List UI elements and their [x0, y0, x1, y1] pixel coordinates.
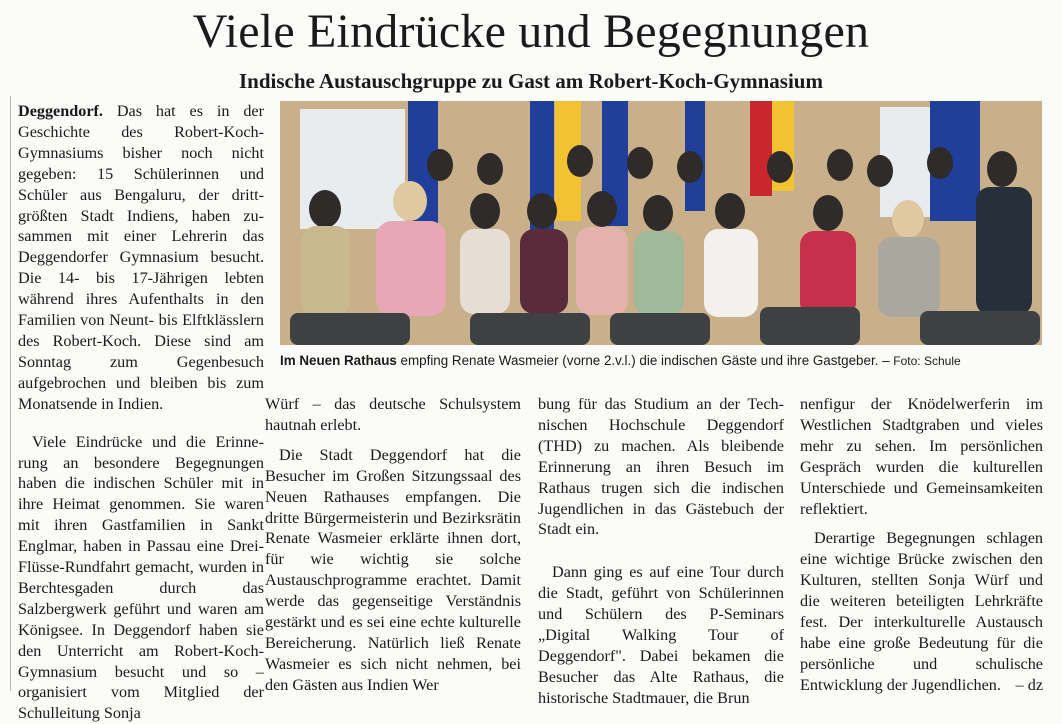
paragraph-reception: Die Stadt Deggendorf hat die Besucher im Großen Sitzungssaal des Neuen Rathauses empfangen. Die dritte Bürgermeisterin und Bezirksrätin Renate Wasmeier erklärte ihnen dort, für wie wichtig sie solche Austauschprogramme erachtet. Damit werde das gegenseitige Verständnis gestärkt und es sei eine echte kulturelle Bereicherung. Natürlich ließ Renate Wasmeier es sich nicht nehmen, bei den Gästen aus Indien Wer [265, 445, 521, 694]
intro-paragraph [18, 101, 264, 415]
group-photo-illustration [280, 101, 1042, 345]
headline: Viele Eindrücke und Begegnungen [192, 5, 870, 58]
paragraph-continuation: Würf – das deutsche Schulsystem hautnah erlebt. [265, 395, 521, 434]
group-photo [280, 101, 1042, 345]
subheadline: Indische Austauschgruppe zu Gast am Robert-Koch-Gymnasium [239, 69, 823, 93]
photo-flag-red [750, 101, 772, 196]
article-column-4 [800, 394, 1043, 696]
author-signature: – dz [1015, 675, 1043, 694]
paragraph-conversation: nenfigur der Knödelwerferin im Westlichen Stadtgraben und vieles mehr zu sehen. Im persönlichen Gespräch wurden die kulturellen Unterschiede und Gemeinsamkeiten reflektiert. [800, 395, 1043, 518]
conclusion-text: Derartige Begegnungen schlagen eine wichtige Brücke zwischen den Kulturen, stellten Sonja Würf und die weiteren beteiligten Lehrkräfte fest. Der interkulturelle Austausch habe eine große Bedeutung für die persönliche und schulische Entwicklung der Jugendlichen. [800, 529, 1043, 694]
photo-credit: Foto: Schule [893, 354, 961, 368]
intro-text: Das hat es in der Geschichte des Robert-Koch-Gymnasiums bisher noch nicht gegeben: 15 Schülerinnen und Schüler aus Bengaluru, der drittgrößten Stadt Indiens, haben zusammen mit einer Lehrerin das Deggendorfer Gymnasium besucht. Die 14- bis 17-Jährigen lebten während ihres Aufenthalts in den Familien von Neunt- bis Elftklässlern des Robert-Koch. Diese sind am Sonntag zum Gegenbesuch aufgebrochen und bleiben bis zum Monatsende in Indien. [18, 102, 265, 413]
article-column-2 [265, 394, 521, 696]
left-column-rule [10, 96, 11, 691]
paragraph-tour: Dann ging es auf eine Tour durch die Stadt, geführt von Schülerinnen und Schülern des P-Seminars „Digital Walking Tour of Deggendorf". Dabei bekamen die Besucher das Alte Rathaus, die historische Stadtmauer, die Brun [538, 563, 784, 707]
dateline: Deggendorf. [18, 102, 103, 120]
caption-text: empfing Renate Wasmeier (vorne 2.v.l.) die indischen Gäste und ihre Gastgeber. – [396, 353, 890, 368]
paragraph-impressions: Viele Eindrücke und die Erinnerung an besondere Begegnungen haben die indischen Schüler mit in ihre Heimat genommen. Sie waren mit ihren Gastfamilien in Sankt Englmar, haben in Passau eine Drei-Flüsse-Rundfahrt gemacht, wurden in Berchtesgaden durch das Salzbergwerk geführt und waren am Königsee. In Deggendorf haben sie den Unterricht am Robert-Koch-Gymnasium besucht und so – organisiert vom Mitglied der Schulleitung Sonja [18, 432, 264, 723]
paragraph-thd: bung für das Studium an der Technischen Hochschule Deggendorf (THD) zu machen. Als bleibende Erinnerung an ihren Besuch im Rathaus trugen sich die indischen Jugendlichen in das Gästebuch der Stadt ein. [538, 395, 784, 539]
photo-caption [280, 352, 1042, 370]
paragraph-conclusion [800, 528, 1043, 695]
article-column-1 [18, 101, 264, 724]
article-column-3 [538, 394, 784, 709]
caption-lead: Im Neuen Rathaus [280, 353, 397, 368]
